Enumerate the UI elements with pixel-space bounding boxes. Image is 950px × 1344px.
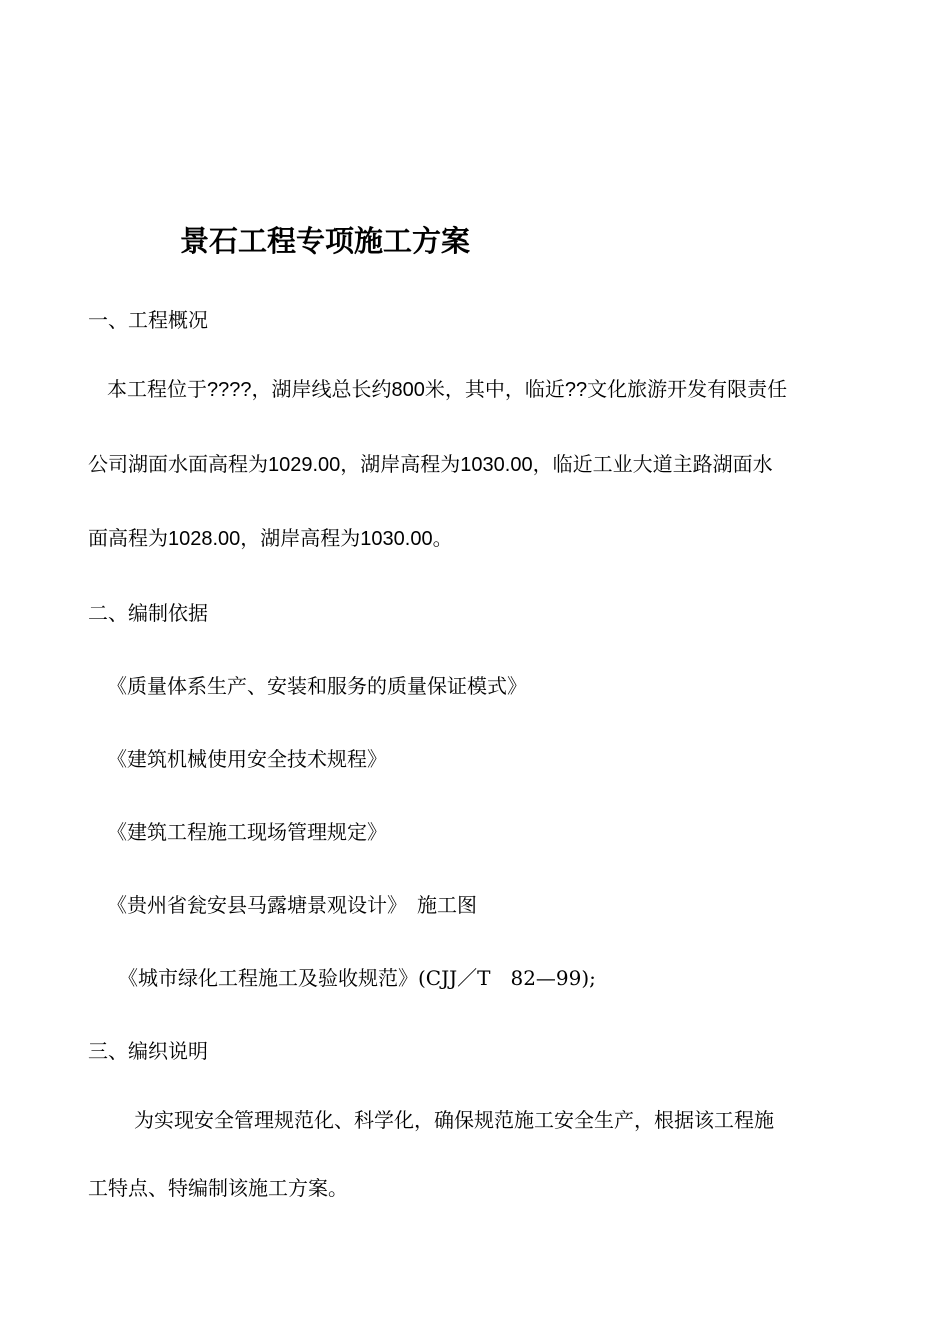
document-title: 景石工程专项施工方案	[180, 224, 471, 258]
reference-item-2: 《建筑机械使用安全技术规程》	[107, 747, 387, 771]
reference-item-4: 《贵州省瓮安县马露塘景观设计》 施工图	[107, 893, 477, 917]
overview-line-3: 面高程为1028.00，湖岸高程为1030.00。	[88, 528, 453, 550]
reference-item-1: 《质量体系生产、安装和服务的质量保证模式》	[107, 674, 527, 698]
notes-line-2: 工特点、特编制该施工方案。	[88, 1176, 348, 1200]
section-heading-notes: 三、编织说明	[88, 1039, 208, 1063]
notes-line-1: 为实现安全管理规范化、科学化，确保规范施工安全生产，根据该工程施	[134, 1108, 774, 1132]
section-heading-overview: 一、工程概况	[88, 308, 208, 332]
reference-item-5: 《城市绿化工程施工及验收规范》(CJJ／T 82—99);	[118, 966, 596, 990]
overview-line-1: 本工程位于????，湖岸线总长约800米，其中，临近??文化旅游开发有限责任	[107, 379, 788, 401]
section-heading-basis: 二、编制依据	[88, 601, 208, 625]
overview-line-2: 公司湖面水面高程为1029.00，湖岸高程为1030.00，临近工业大道主路湖面水	[88, 454, 773, 476]
reference-item-3: 《建筑工程施工现场管理规定》	[107, 820, 387, 844]
